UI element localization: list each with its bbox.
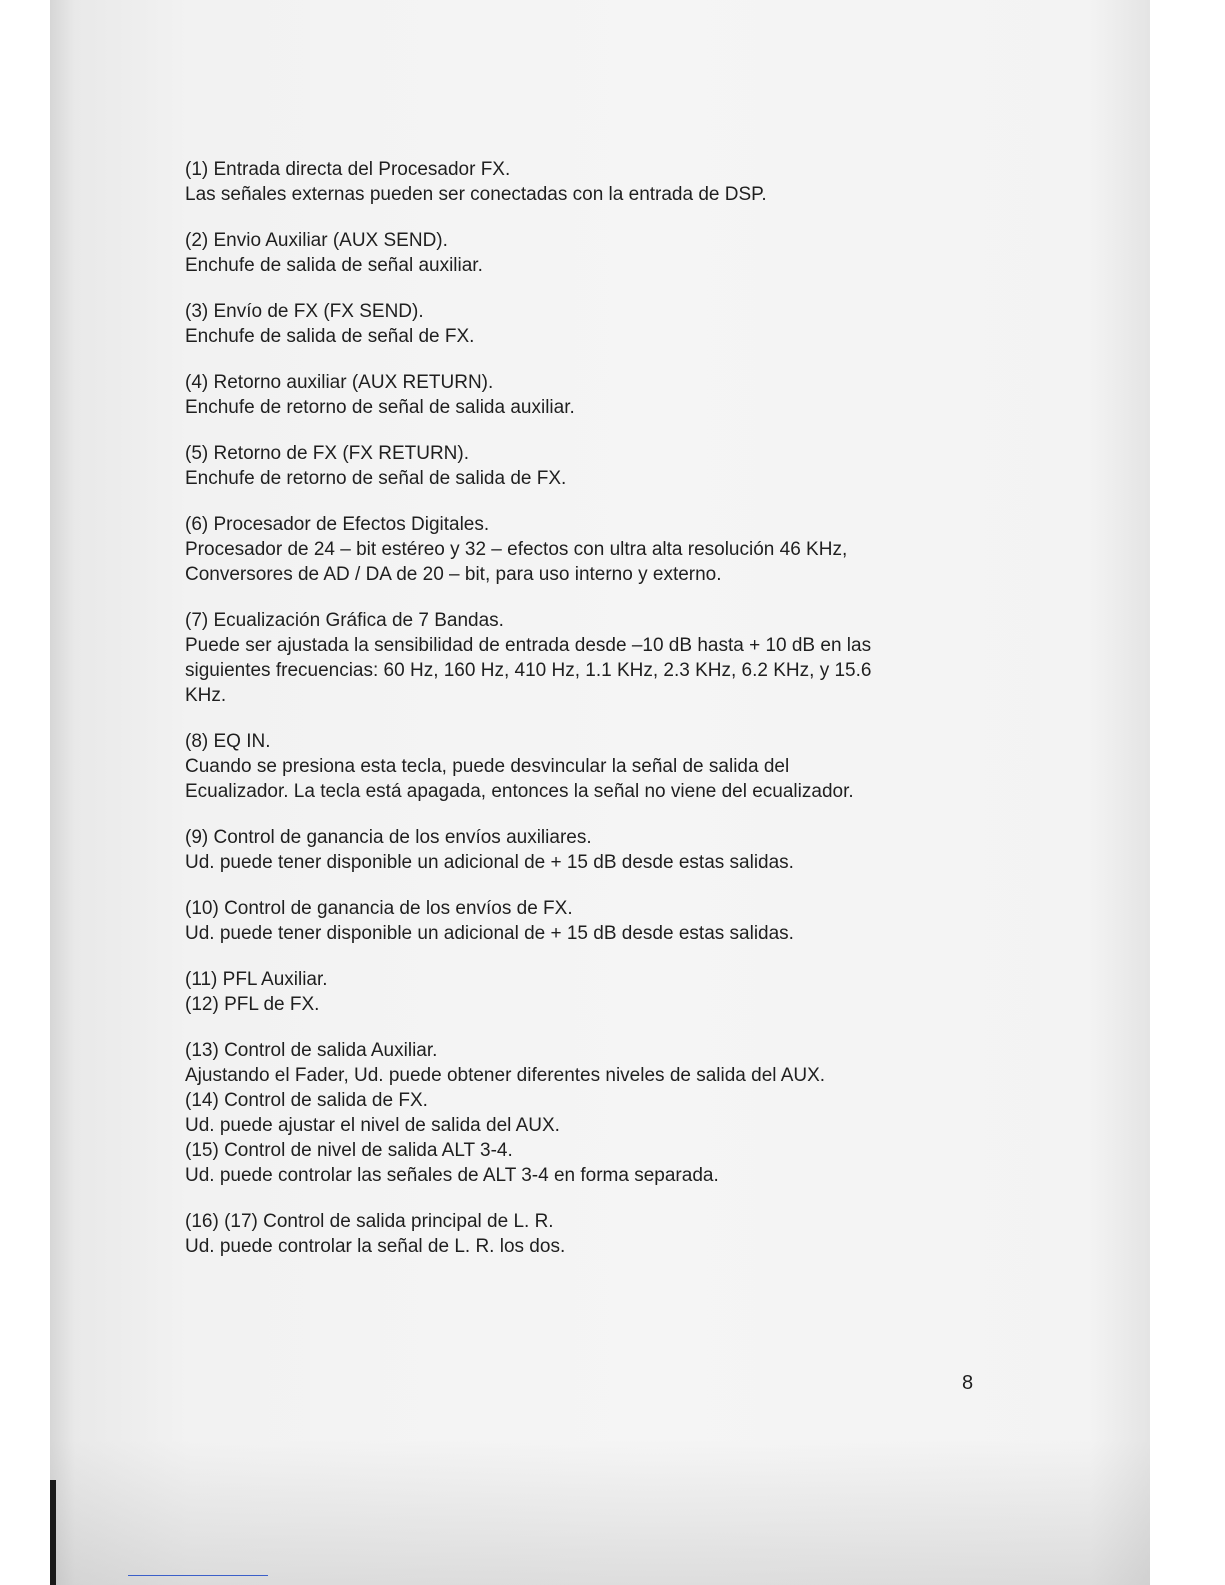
section-1 [185, 157, 980, 207]
section-16-17 [185, 1209, 980, 1259]
binding-shadow [50, 1480, 56, 1585]
section-text: Las señales externas pueden ser conectadas con la entrada de DSP. [185, 184, 767, 205]
section-4 [185, 370, 980, 420]
section-title: (14) Control de salida de FX. [185, 1090, 428, 1111]
document-body [185, 157, 980, 1259]
section-5 [185, 441, 980, 491]
section-2 [185, 228, 980, 278]
section-title: (8) EQ IN. [185, 731, 271, 752]
section-text: Ud. puede controlar la señal de L. R. los dos. [185, 1236, 566, 1257]
section-title: (15) Control de nivel de salida ALT 3-4. [185, 1140, 513, 1161]
page-right-margin [1150, 0, 1225, 1585]
page-number: 8 [962, 1372, 974, 1394]
section-10 [185, 896, 980, 946]
section-title: (5) Retorno de FX (FX RETURN). [185, 443, 469, 464]
section-text: Ud. puede ajustar el nivel de salida del AUX. [185, 1115, 560, 1136]
scan-artifact-line [128, 1575, 268, 1576]
section-text: Ud. puede tener disponible un adicional de + 15 dB desde estas salidas. [185, 852, 794, 873]
section-title: (9) Control de ganancia de los envíos auxiliares. [185, 827, 592, 848]
section-8 [185, 729, 980, 804]
section-title: (11) PFL Auxiliar. [185, 969, 328, 990]
page-left-margin [0, 0, 50, 1585]
section-13-15 [185, 1038, 980, 1188]
section-text: Enchufe de retorno de señal de salida de FX. [185, 468, 567, 489]
section-text: Procesador de 24 – bit estéreo y 32 – efectos con ultra alta resolución 46 KHz, [185, 539, 848, 560]
section-title: (3) Envío de FX (FX SEND). [185, 301, 424, 322]
section-title: (12) PFL de FX. [185, 994, 320, 1015]
section-7 [185, 608, 980, 708]
section-6 [185, 512, 980, 587]
section-title: (13) Control de salida Auxiliar. [185, 1040, 438, 1061]
section-title: (2) Envio Auxiliar (AUX SEND). [185, 230, 448, 251]
section-title: (1) Entrada directa del Procesador FX. [185, 159, 511, 180]
section-text: KHz. [185, 685, 227, 706]
section-text: Enchufe de retorno de señal de salida auxiliar. [185, 397, 575, 418]
section-text: Ud. puede controlar las señales de ALT 3-4 en forma separada. [185, 1165, 719, 1186]
section-text: Puede ser ajustada la sensibilidad de entrada desde –10 dB hasta + 10 dB en las [185, 635, 872, 656]
section-text: Ajustando el Fader, Ud. puede obtener diferentes niveles de salida del AUX. [185, 1065, 826, 1086]
section-title: (10) Control de ganancia de los envíos de FX. [185, 898, 573, 919]
section-text: siguientes frecuencias: 60 Hz, 160 Hz, 410 Hz, 1.1 KHz, 2.3 KHz, 6.2 KHz, y 15.6 [185, 660, 872, 681]
section-text: Enchufe de salida de señal de FX. [185, 326, 475, 347]
section-9 [185, 825, 980, 875]
section-title: (4) Retorno auxiliar (AUX RETURN). [185, 372, 494, 393]
paper-bottom-shadow [50, 1440, 1150, 1585]
section-title: (7) Ecualización Gráfica de 7 Bandas. [185, 610, 504, 631]
section-11-12 [185, 967, 980, 1017]
section-text: Ud. puede tener disponible un adicional de + 15 dB desde estas salidas. [185, 923, 794, 944]
section-3 [185, 299, 980, 349]
section-text: Cuando se presiona esta tecla, puede desvincular la señal de salida del [185, 756, 790, 777]
section-text: Conversores de AD / DA de 20 – bit, para uso interno y externo. [185, 564, 722, 585]
section-title: (16) (17) Control de salida principal de L. R. [185, 1211, 554, 1232]
section-text: Enchufe de salida de señal auxiliar. [185, 255, 483, 276]
section-title: (6) Procesador de Efectos Digitales. [185, 514, 490, 535]
section-text: Ecualizador. La tecla está apagada, entonces la señal no viene del ecualizador. [185, 781, 854, 802]
